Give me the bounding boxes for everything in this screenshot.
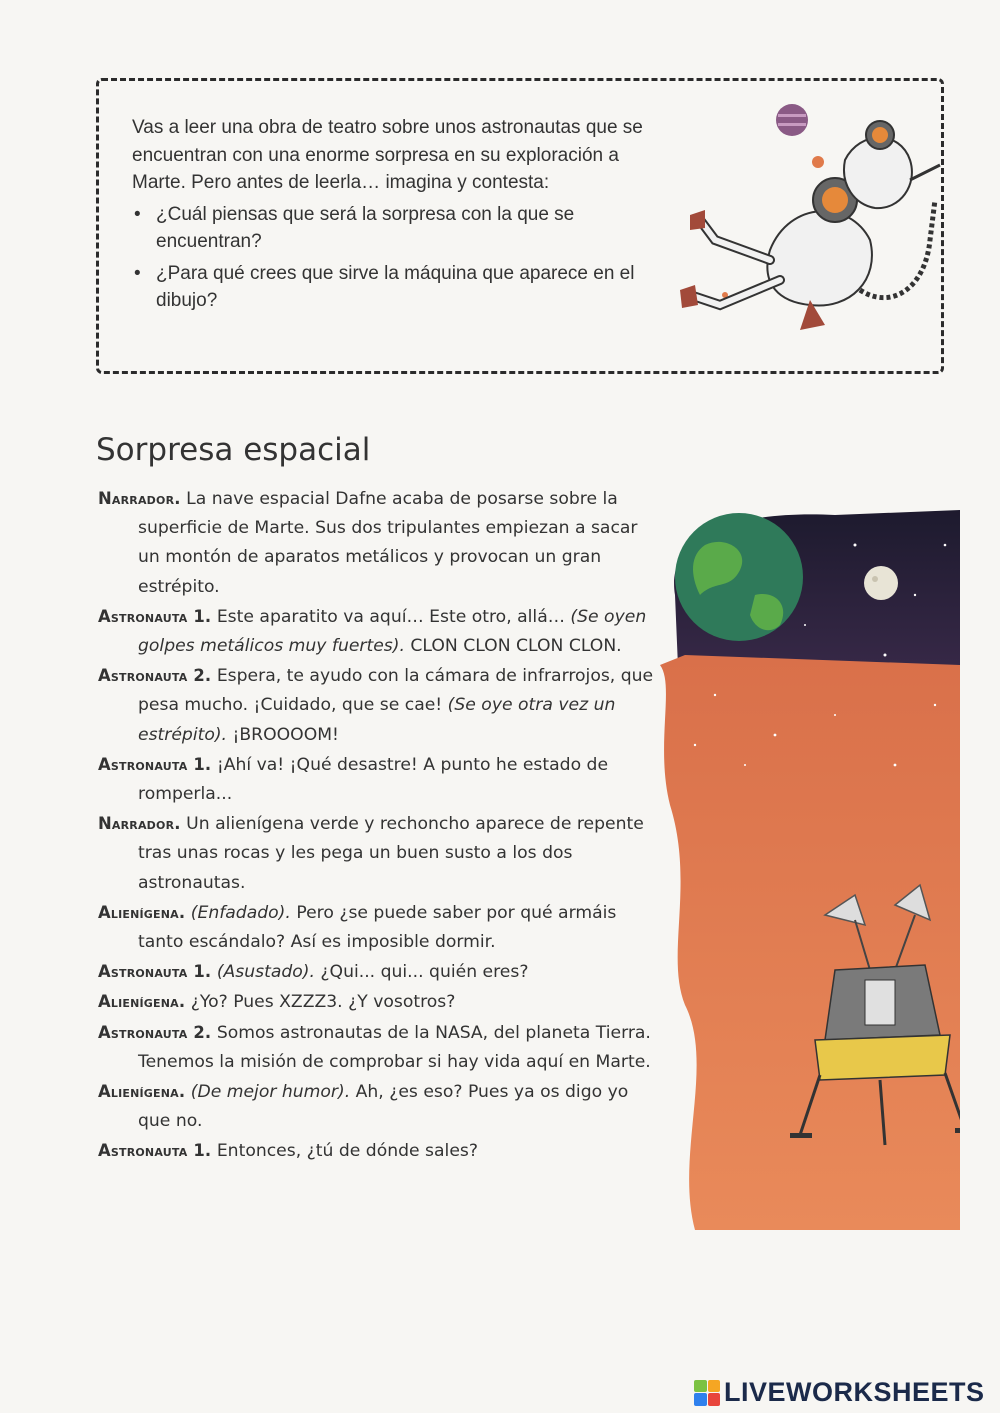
question-text: ¿Para qué crees que sirve la máquina que aparece en el dibujo? (156, 262, 635, 311)
stage-direction: (Se oyen golpes metálicos muy fuertes). (138, 606, 647, 657)
dialogue-line (98, 987, 658, 1017)
dialogue-text: ¡Ahí va! ¡Qué desastre! A punto he estado de romperla... (138, 754, 609, 805)
dialogue-text: Espera, te ayudo con la cámara de infrarrojos, que pesa mucho. ¡Cuidado, que se cae! (138, 666, 654, 716)
dialogue-line (98, 484, 658, 602)
liveworksheets-logo-text: LIVEWORKSHEETS (724, 1377, 985, 1407)
liveworksheets-logo (694, 1377, 985, 1408)
dialogue-line (98, 750, 658, 809)
dialogue-line (98, 1136, 658, 1166)
speaker-name: Narrador. (98, 489, 181, 508)
dialogue-text: La nave espacial Dafne acaba de posarse sobre la superficie de Marte. Sus dos tripulantes empiezan a sacar un montón de aparatos metálicos y provocan un gran estrépito. (138, 489, 638, 597)
dialogue-line (98, 661, 658, 750)
speaker-name: Astronauta 2. (98, 1022, 212, 1042)
stage-direction: (Se oye otra vez un estrépito). (138, 695, 616, 745)
dialogue-text: CLON CLON CLON CLON. (404, 636, 622, 657)
dialogue-line (98, 1077, 658, 1136)
intro-instructions (132, 114, 652, 315)
dialogue-text: Este aparatito va aquí… Este otro, allá… (211, 606, 571, 627)
dialogue-text: Ah, ¿es eso? Pues ya os digo yo que no. (138, 1082, 629, 1132)
play-title: Sorpresa espacial (96, 432, 371, 468)
stage-direction: (De mejor humor). (190, 1082, 351, 1103)
speaker-name: Alienígena. (98, 992, 186, 1012)
speaker-name: Astronauta 1. (98, 754, 212, 774)
dialogue-text: ¡BROOOOM! (227, 724, 339, 745)
intro-paragraph: Vas a leer una obra de teatro sobre unos astronautas que se encuentran con una enorme sorpresa en su exploración a Marte. Pero antes de leerla… imagina y contesta: (132, 117, 643, 193)
speaker-name: Astronauta 1. (98, 962, 212, 982)
floating-astronauts-illustration (660, 90, 945, 340)
speaker-name: Astronauta 1. (98, 1141, 212, 1161)
dialogue-text: Pero ¿se puede saber por qué armáis tanto escándalo? Así es imposible dormir. (138, 902, 617, 953)
speaker-name: Astronauta 1. (98, 606, 212, 626)
question-item (132, 201, 652, 256)
speaker-name: Alienígena. (98, 1082, 186, 1102)
dialogue-line (98, 1018, 658, 1077)
dialogue-text: ¿Qui... qui... quién eres? (314, 962, 529, 983)
dialogue-text: Somos astronautas de la NASA, del planeta Tierra. Tenemos la misión de comprobar si hay vida aquí en Marte. (138, 1022, 651, 1072)
speaker-name: Narrador. (98, 814, 181, 834)
speaker-name: Astronauta 2. (98, 666, 212, 686)
stage-direction: (Asustado). (216, 962, 315, 983)
intro-question-list (132, 201, 652, 315)
dialogue-text: Un alienígena verde y rechoncho aparece de repente tras unas rocas y les pega un buen susto a los dos astronautas. (138, 814, 644, 893)
liveworksheets-logo-icon (694, 1380, 720, 1406)
question-text: ¿Cuál piensas que será la sorpresa con la que se encuentran? (156, 203, 575, 252)
dialogue-line (98, 957, 658, 987)
bullet-icon: • (134, 262, 141, 284)
stage-direction: (Enfadado). (190, 902, 291, 923)
dialogue-line (98, 898, 658, 957)
dialogue-line (98, 809, 658, 898)
dialogue-text: Entonces, ¿tú de dónde sales? (211, 1141, 478, 1162)
dialogue-line (98, 602, 658, 661)
bullet-icon: • (134, 203, 141, 225)
dialogue-text: ¿Yo? Pues XZZZ3. ¿Y vosotros? (185, 992, 456, 1013)
play-script (98, 484, 658, 1167)
speaker-name: Alienígena. (98, 902, 186, 922)
question-item (132, 260, 652, 315)
mars-lander-illustration (655, 505, 960, 1230)
